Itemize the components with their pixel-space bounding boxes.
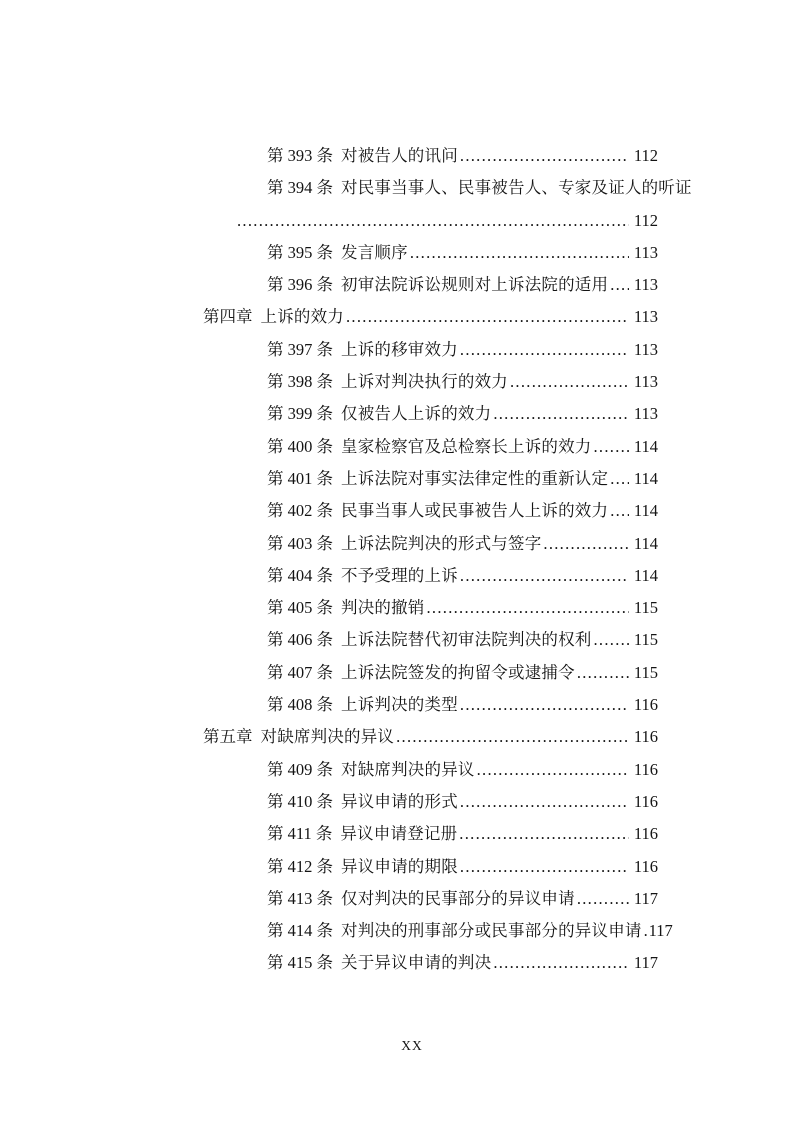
toc-entry-row [0,721,658,753]
toc-entry-row [0,269,658,301]
toc-entry-row [0,495,658,527]
entry-page-number: 112 [633,210,658,230]
article-number-label: 第 405 条 [267,598,333,618]
dot-leader [237,205,629,237]
toc-entry-row [0,463,658,495]
toc-entry-row [0,883,658,915]
chapter-number-label: 第四章 [203,307,253,327]
entry-title: 上诉对判决执行的效力 [341,372,508,392]
entry-page-number: 113 [633,339,658,359]
dot-leader [610,463,629,495]
dot-leader [510,366,629,398]
article-number-label: 第 408 条 [267,695,333,715]
entry-title: 异议申请的期限 [341,856,458,876]
toc-entry-row [0,915,673,947]
entry-title: 上诉法院对事实法律定性的重新认定 [341,468,609,488]
entry-title: 上诉判决的类型 [341,695,458,715]
dot-leader [493,947,629,979]
entry-title: 异议申请的形式 [341,791,458,811]
entry-page-number: 117 [633,888,658,908]
entry-title: 上诉法院替代初审法院判决的权利 [341,630,592,650]
dot-leader [460,140,629,172]
article-number-label: 第 399 条 [267,404,333,424]
toc-entry-row [0,818,658,850]
entry-page-number: 114 [633,565,658,585]
article-number-label: 第 410 条 [267,791,333,811]
dot-leader [493,398,629,430]
entry-title: 对被告人的讯问 [341,146,458,165]
article-number-label: 第 393 条 [267,146,333,165]
toc-entry-row [0,431,658,463]
article-number-label: 第 404 条 [267,565,333,585]
dot-leader [460,786,629,818]
toc-entry-continuation-row [0,205,658,237]
dot-leader [543,528,628,560]
dot-leader [594,624,629,656]
toc-entry-row [0,366,658,398]
entry-page-number: 113 [633,372,658,392]
dot-leader [427,592,629,624]
entry-page-number: 115 [633,598,658,618]
entry-title: 仅被告人上诉的效力 [341,404,492,424]
toc-entry-row [0,172,692,204]
toc-entry-row [0,528,658,560]
entry-title: 不予受理的上诉 [341,565,458,585]
article-number-label: 第 394 条 [267,178,333,198]
article-number-label: 第 406 条 [267,630,333,650]
entry-page-number: 115 [633,630,658,650]
toc-entry-row [0,754,658,786]
article-number-label: 第 398 条 [267,372,333,392]
dot-leader [577,883,629,915]
dot-leader [396,721,629,753]
entry-page-number: 117 [633,953,658,973]
dot-leader [460,851,629,883]
dot-leader [594,431,629,463]
toc-entry-row [0,947,658,979]
toc-entry-row [0,786,658,818]
entry-title: 皇家检察官及总检察长上诉的效力 [341,436,592,456]
entry-page-number: 114 [633,501,658,521]
entry-page-number: 114 [633,533,658,553]
entry-title: 对判决的刑事部分或民事部分的异议申请 [341,921,642,941]
dot-leader [410,237,629,269]
toc-entry-row [0,851,658,883]
article-number-label: 第 395 条 [267,242,333,262]
entry-title: 判决的撤销 [341,598,425,618]
article-number-label: 第 415 条 [267,953,333,973]
dot-leader [346,301,629,333]
entry-title: 异议申请登记册 [340,824,458,844]
entry-page-number: 113 [633,275,658,295]
toc-entry-row [0,560,658,592]
entry-page-number: 116 [633,727,658,747]
entry-title: 初审法院诉讼规则对上诉法院的适用 [341,275,609,295]
article-number-label: 第 414 条 [267,921,333,941]
entry-page-number: 116 [633,791,658,811]
toc-entry-row [0,398,658,430]
toc-entry-row [0,624,658,656]
entry-title: 关于异议申请的判决 [341,953,492,973]
entry-title: 发言顺序 [341,242,408,262]
article-number-label: 第 407 条 [267,662,333,682]
dot-leader [610,269,629,301]
article-number-label: 第 409 条 [267,759,333,779]
entry-title: 对民事当事人、民事被告人、专家及证人的听证 [341,178,692,198]
entry-page-number: 114 [633,468,658,488]
dot-leader [460,334,629,366]
toc-entry-row [0,592,658,624]
article-number-label: 第 403 条 [267,533,333,553]
article-number-label: 第 412 条 [267,856,333,876]
entry-title: 民事当事人或民事被告人上诉的效力 [341,501,609,521]
dot-leader [610,495,629,527]
entry-title: 上诉法院判决的形式与签字 [341,533,542,553]
article-number-label: 第 402 条 [267,501,333,521]
entry-title: 对缺席判决的异议 [341,759,475,779]
entry-title: 对缺席判决的异议 [260,727,395,747]
entry-page-number: 116 [633,695,658,715]
toc-entry-row [0,301,658,333]
entry-page-number: 116 [633,759,658,779]
entry-page-number: 114 [633,436,658,456]
entry-title: 上诉的移审效力 [341,339,458,359]
entry-page-number: 113 [633,404,658,424]
article-number-label: 第 400 条 [267,436,333,456]
entry-page-number: 112 [633,146,658,165]
entry-title: 仅对判决的民事部分的异议申请 [341,888,575,908]
dot-leader [577,657,629,689]
toc-entry-row [0,657,658,689]
dot-leader [459,818,629,850]
entry-page-number: 113 [633,242,658,262]
toc-entry-row [0,334,658,366]
entry-title: 上诉法院签发的拘留令或逮捕令 [341,662,575,682]
entry-page-number: 113 [633,307,658,327]
entry-page-number: 116 [633,856,658,876]
chapter-number-label: 第五章 [203,727,253,747]
article-number-label: 第 401 条 [267,468,333,488]
article-number-label: 第 411 条 [267,824,333,844]
entry-page-number: 116 [633,824,658,844]
toc-entry-row [0,140,658,172]
article-number-label: 第 397 条 [267,339,333,359]
dot-leader [460,560,629,592]
article-number-label: 第 396 条 [267,275,333,295]
entry-page-number: 115 [633,662,658,682]
entry-title: 上诉的效力 [260,307,344,327]
dot-leader [477,754,629,786]
toc-entry-row [0,237,658,269]
page-number-footer: XX [401,1038,423,1053]
article-number-label: 第 413 条 [267,888,333,908]
entry-page-number: 117 [648,921,673,941]
dot-leader [460,689,629,721]
table-of-contents [0,140,692,980]
toc-entry-row [0,689,658,721]
